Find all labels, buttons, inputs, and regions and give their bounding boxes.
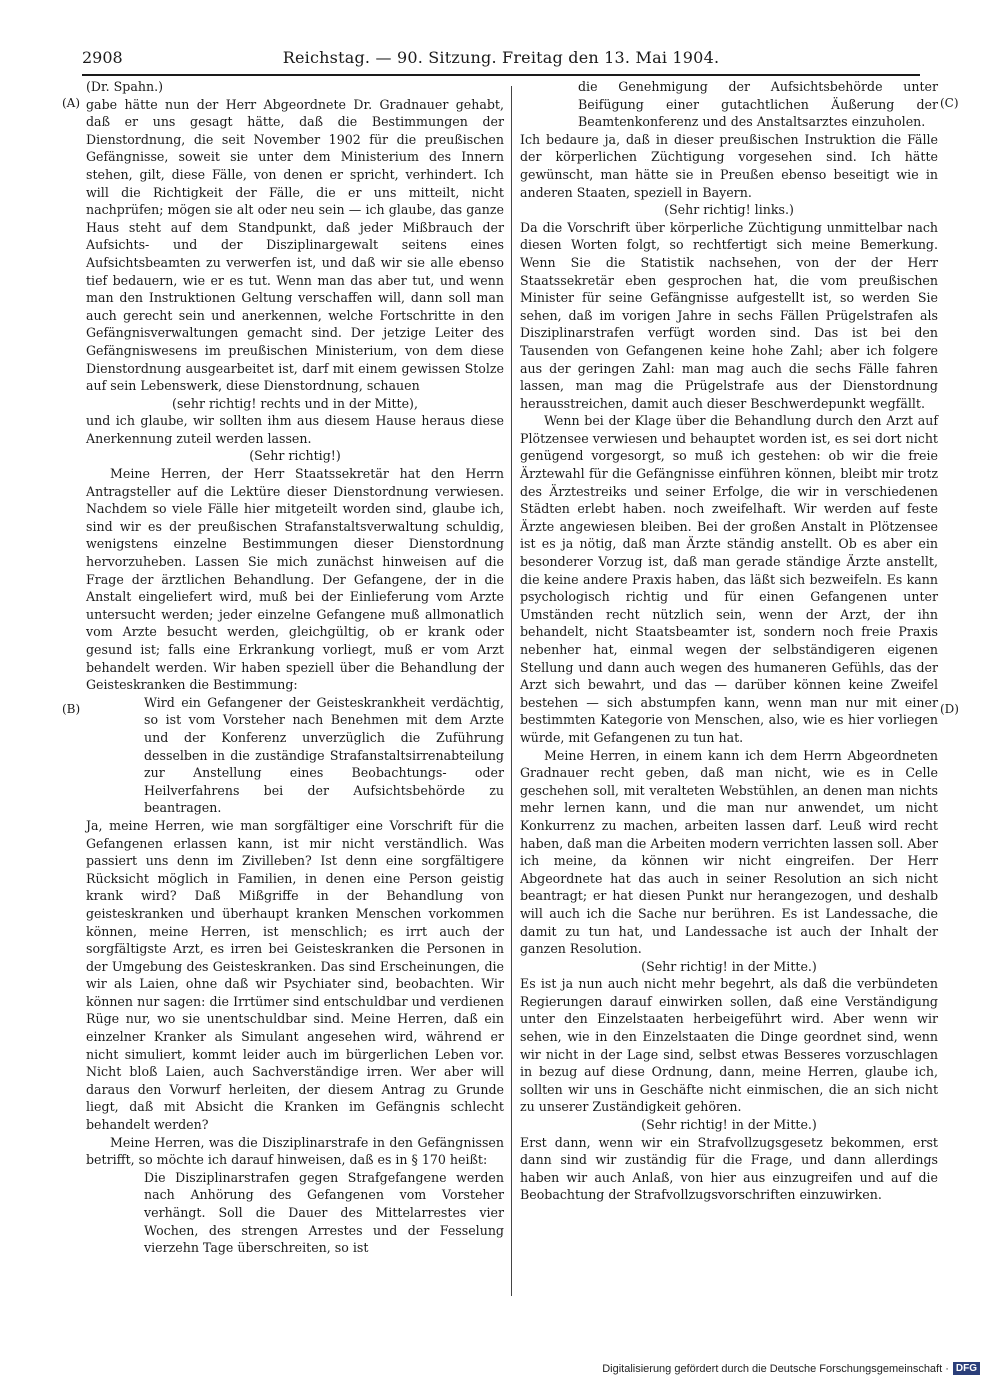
interjection: (Sehr richtig! links.)	[664, 202, 794, 218]
margin-marker-a: (A)	[62, 96, 81, 110]
interjection: (sehr richtig! rechts und in der Mitte),	[172, 395, 418, 411]
interjection: (Sehr richtig!)	[249, 448, 341, 464]
paragraph: Meine Herren, in einem kann ich dem Herrn Abgeordneten Gradnauer recht geben, daß man nicht, wie es in Celle geschehen soll, mit veralteten Webstühlen, an denen man nichts mehr lernen kann, und die man nur anwendet, um nicht Konkurrenz zu machen, arbeiten lassen darf. Leuß wird recht haben, daß man die Arbeiten modern verrichten lassen soll. Aber ich meine, da können wir nicht eingreifen. Der Herr Abgeordnete hat das auch in seiner Resolution an sich nicht beantragt; er hat diesen Punkt nur herangezogen, und deshalb will auch ich die Sache nur berühren. Es ist Landessache, die damit zu tun hat, und Landessache ist auch der Inhalt der ganzen Resolution.	[520, 747, 938, 957]
paragraph: Ich bedaure ja, daß in dieser preußischen Instruktion die Fälle der körperlichen Züchtigung vorgesehen sind. Ich hätte gewünscht, man hätte sie in Preußen ebenso beseitigt wie in anderen Staaten, speziell in Bayern.	[520, 131, 938, 200]
margin-marker-c: (C)	[940, 96, 959, 110]
paragraph: Da die Vorschrift über körperliche Züchtigung unmittelbar nach diesen Worten folgt, so rechtfertigt sich meine Bemerkung. Wenn Sie die Statistik nachsehen, von der der Herr Staatssekretär eben gesprochen hat, die vom preußischen Minister für seine Gefängnisse aufgestellt ist, so werden Sie sehen, daß im vorigen Jahre in sechs Fällen Prügelstrafen als Disziplinarstrafen verfügt worden sind. Das ist bei den Tausenden von Gefangenen keine hohe Zahl; aber ich folgere aus der geringen Zahl: man mag auch die sechs Fälle fahren lassen, man mag die Prügelstrafe aus der Dienstordnung herausstreichen, damit auch dieser Beschwerdepunkt wegfällt.	[520, 219, 938, 411]
speaker-label: (Dr. Spahn.)	[86, 79, 163, 94]
footer	[602, 1362, 980, 1375]
dfg-logo: DFG	[953, 1362, 980, 1375]
page-header	[82, 48, 920, 72]
column-divider	[511, 86, 512, 1296]
left-column	[86, 78, 504, 1257]
quoted-regulation: Wird ein Gefangener der Geisteskrankheit verdächtig, so ist vom Vorsteher nach Benehmen mit dem Arzte und der Konferenz unverzüglich die Zuführung desselben in die zuständige Strafanstaltsirrenabteilung zur Anstellung eines Beobachtungs- oder Heilverfahrens bei der Aufsichtsbehörde zu beantragen.	[144, 694, 504, 816]
paragraph: gabe hätte nun der Herr Abgeordnete Dr. Gradnauer gehabt, daß er uns gesagt hätte, daß die Bestimmungen der Dienstordnung, die seit November 1902 für die preußischen Gefängnisse, soweit sie unter dem Ministerium des Innern stehen, gilt, diese Fälle, von denen er spricht, verhindert. Ich will die Richtigkeit der Fälle, die er uns mitteilt, nicht nachprüfen; mögen sie alt oder neu sein — ich glaube, das ganze Haus steht auf dem Standpunkt, daß jeder Mißbrauch der Aufsichts- und der Disziplinargewalt seitens eines Aufsichtsbeamten zu verwerfen ist, und daß wir sie alle ebenso tief bedauern, wie er es tut. Wenn man das aber tut, und wenn man den Instruktionen Geltung verschaffen will, dann soll man auch gerecht sein und anerkennen, welche Fortschritte in den Gefängnisverwaltungen gemacht sind. Der jetzige Leiter des Gefängniswesens im preußischen Ministerium, von dem diese Dienstordnung ausgearbeitet ist, darf mit einem gewissen Stolze auf sein Lebenswerk, diese Dienstordnung, schauen	[86, 96, 504, 394]
page-number: 2908	[82, 48, 123, 67]
margin-marker-b: (B)	[62, 702, 81, 716]
interjection: (Sehr richtig! in der Mitte.)	[641, 958, 817, 974]
paragraph: Ja, meine Herren, wie man sorgfältiger eine Vorschrift für die Gefangenen erlassen kann, ist mir nicht verständlich. Was passiert uns denn im Zivilleben? Ist denn eine sorgfältigere Rücksicht möglich in Familien, in denen eine Person geistig krank wird? Daß Mißgriffe in der Behandlung von geisteskranken und überhaupt kranken Menschen vorkommen können, meine Herren, ist menschlich; es irrt auch der sorgfältigste Arzt, es irren bei Geisteskranken die Personen in der Umgebung des Geisteskranken. Das sind Erscheinungen, die wir als Laien, ohne daß wir Psychiater sind, beobachten. Wir können nur sagen: die Irrtümer sind entschuldbar und verdienen Rüge nur, wo sie unentschuldbar sind. Meine Herren, daß ein einzelner Kranker als Simulant angesehen wird, während er nicht simuliert, kommt leider auch im bürgerlichen Leben vor. Nicht bloß Laien, auch Sachverständige irren. Wer aber will daraus den Vorwurf herleiten, der diesem Antrag zu Grunde liegt, daß mit Absicht die Kranken im Gefängnis schlecht behandelt werden?	[86, 817, 504, 1133]
page-title: Reichstag. — 90. Sitzung. Freitag den 13. Mai 1904.	[282, 48, 720, 67]
quoted-regulation: die Genehmigung der Aufsichtsbehörde unter Beifügung einer gutachtlichen Äußerung der Beamtenkonferenz und des Anstaltsarztes einzuholen.	[578, 79, 938, 130]
paragraph: Wenn bei der Klage über die Behandlung durch den Arzt auf Plötzensee verwiesen und behauptet worden ist, es sei dort nicht genügend vorgesorgt, so muß ich gestehen: ob wir die freie Ärztewahl für die Gefängnisse einführen können, bleibt mir trotz des Ärztestreiks und seiner Erfolge, die wir in verschiedenen Städten erlebt haben. noch zweifelhaft. Wir werden auf feste Ärzte angewiesen bleiben. Bei der großen Anstalt in Plötzensee ist es ja nötig, daß man Ärzte ständig anstellt. Ob es aber ein besonderer Vorzug ist, daß man gerade ständige Ärzte anstellt, die keine andere Praxis haben, das läßt sich bezweifeln. Es kann psychologisch richtig und für einen Gefangenen unter Umständen recht nützlich sein, wenn der Arzt, der ihn behandelt, nicht Staatsbeamter ist, sondern noch freie Praxis nebenher hat, einmal wegen der selbständigeren eigenen Stellung und dann auch wegen des humaneren Gefühls, das der Arzt sich bewahrt, und das — darüber können keine Zweifel bestehen — sich abstumpfen kann, wenn man nur mit einer bestimmten Kategorie von Menschen, also, wie es hier vorliegen würde, mit Gefangenen zu tun hat.	[520, 413, 938, 745]
paragraph: Meine Herren, was die Disziplinarstrafe in den Gefängnissen betrifft, so möchte ich darauf hinweisen, daß es in § 170 heißt:	[86, 1134, 504, 1168]
margin-marker-d: (D)	[940, 702, 959, 716]
paragraph: Erst dann, wenn wir ein Strafvollzugsgesetz bekommen, erst dann sind wir zuständig für die Frage, und dann allerdings haben wir auch Anlaß, von hier aus einzugreifen und auf die Beobachtung der Strafvollzugsvorschriften einzuwirken.	[520, 1134, 938, 1203]
right-column	[520, 78, 938, 1204]
paragraph: und ich glaube, wir sollten ihm aus diesem Hause heraus diese Anerkennung zuteil werden lassen.	[86, 413, 504, 446]
paragraph: Es ist ja nun auch nicht mehr begehrt, als daß die verbündeten Regierungen darauf einwirken sollen, daß eine Verständigung unter den Einzelstaaten herbeigeführt wird. Aber wenn wir sehen, wie in den Einzelstaaten die Dinge geordnet sind, wenn wir nicht in der Lage sind, selbst etwas Besseres vorzuschlagen in bezug auf diese Ordnung, dann, meine Herren, glaube ich, sollten wir uns in Geschäfte nicht einmischen, die an sich nicht zu unserer Zuständigkeit gehören.	[520, 976, 938, 1115]
paragraph: Meine Herren, der Herr Staatssekretär hat den Herrn Antragsteller auf die Lektüre dieser Dienstordnung verwiesen. Nachdem so viele Fälle hier mitgeteilt worden sind, glaube ich, sind wir es der preußischen Strafanstaltsverwaltung schuldig, wenigstens einzelne Bestimmungen dieser Dienstordnung hervorzuheben. Lassen Sie mich zunächst hinweisen auf die Frage der ärztlichen Behandlung. Der Gefangene, der in die Anstalt eingeliefert wird, muß bei der Einlieferung vom Arzte untersucht werden; jeder einzelne Gefangene muß allmonatlich vom Arzte besucht werden, gleichgültig, ob er krank oder gesund ist; falls eine Erkrankung vorliegt, muß er vom Arzt behandelt werden. Wir haben speziell über die Behandlung der Geisteskranken die Bestimmung:	[86, 466, 504, 693]
quoted-regulation: Die Disziplinarstrafen gegen Strafgefangene werden nach Anhörung des Gefangenen vom Vorsteher verhängt. Soll die Dauer des Mittelarrestes vier Wochen, des strengen Arrestes und der Fesselung vierzehn Tage überschreiten, so ist	[144, 1169, 504, 1256]
interjection: (Sehr richtig! in der Mitte.)	[641, 1117, 817, 1133]
footer-credit: Digitalisierung gefördert durch die Deutsche Forschungsgemeinschaft ·	[602, 1362, 949, 1375]
header-rule	[82, 74, 920, 76]
